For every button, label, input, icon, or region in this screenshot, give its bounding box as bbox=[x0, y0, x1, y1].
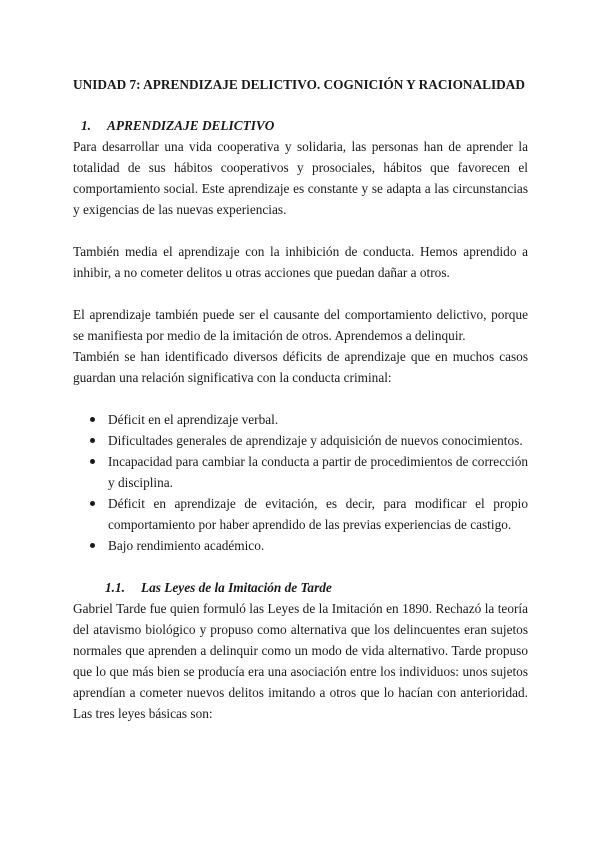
list-item-text: Incapacidad para cambiar la conducta a partir de procedimientos de corrección y disciplina. bbox=[108, 454, 528, 490]
subsection-number: 1.1. bbox=[105, 580, 125, 595]
section-number: 1. bbox=[81, 118, 91, 133]
list-item bbox=[73, 535, 528, 556]
paragraph: El aprendizaje también puede ser el causante del comportamiento delictivo, porque se manifiesta por medio de la imitación de otros. Aprendemos a delinquir. bbox=[73, 307, 528, 343]
section-heading-text: APRENDIZAJE DELICTIVO bbox=[107, 118, 275, 133]
paragraph: También se han identificado diversos déficits de aprendizaje que en muchos casos guardan una relación significativa con la conducta criminal: bbox=[73, 349, 528, 385]
list-item bbox=[73, 451, 528, 493]
section-heading bbox=[73, 115, 528, 136]
paragraph: Gabriel Tarde fue quien formuló las Leyes de la Imitación en 1890. Rechazó la teoría del atavismo biológico y propuso como alternativa que los delincuentes eran sujetos normales que aprenden a delinquir como un modo de vida alternativo. Tarde propuso que lo que más bien se producía era una asociación entre los individuos: unos sujetos aprendían a cometer nuevos delitos imitando a otros que lo hacían con anterioridad. Las tres leyes básicas son: bbox=[73, 601, 528, 721]
list-item bbox=[73, 430, 528, 451]
page-title: UNIDAD 7: APRENDIZAJE DELICTIVO. COGNICIÓN Y RACIONALIDAD bbox=[73, 77, 525, 92]
subsection-heading-text: Las Leyes de la Imitación de Tarde bbox=[141, 580, 332, 595]
bullet-icon bbox=[90, 501, 95, 506]
bullet-icon bbox=[90, 543, 95, 548]
bullet-list bbox=[73, 409, 528, 556]
list-item-text: Bajo rendimiento académico. bbox=[108, 538, 265, 553]
list-item-text: Déficit en aprendizaje de evitación, es decir, para modificar el propio comportamiento por haber aprendido de las previas experiencias de castigo. bbox=[108, 496, 528, 532]
paragraph: También media el aprendizaje con la inhibición de conducta. Hemos aprendido a inhibir, a no cometer delitos u otras acciones que puedan dañar a otros. bbox=[73, 244, 528, 280]
bullet-icon bbox=[90, 438, 95, 443]
paragraph: Para desarrollar una vida cooperativa y solidaria, las personas han de aprender la totalidad de sus hábitos cooperativos y prosociales, hábitos que favorecen el comportamiento social. Este aprendizaje es constante y se adapta a las circunstancias y exigencias de las nuevas experiencias. bbox=[73, 139, 528, 217]
list-item bbox=[73, 493, 528, 535]
document-page bbox=[73, 74, 528, 724]
bullet-icon bbox=[90, 417, 95, 422]
subsection-heading bbox=[73, 577, 528, 598]
list-item-text: Dificultades generales de aprendizaje y adquisición de nuevos conocimientos. bbox=[108, 433, 523, 448]
list-item-text: Déficit en el aprendizaje verbal. bbox=[108, 412, 279, 427]
list-item bbox=[73, 409, 528, 430]
bullet-icon bbox=[90, 459, 95, 464]
